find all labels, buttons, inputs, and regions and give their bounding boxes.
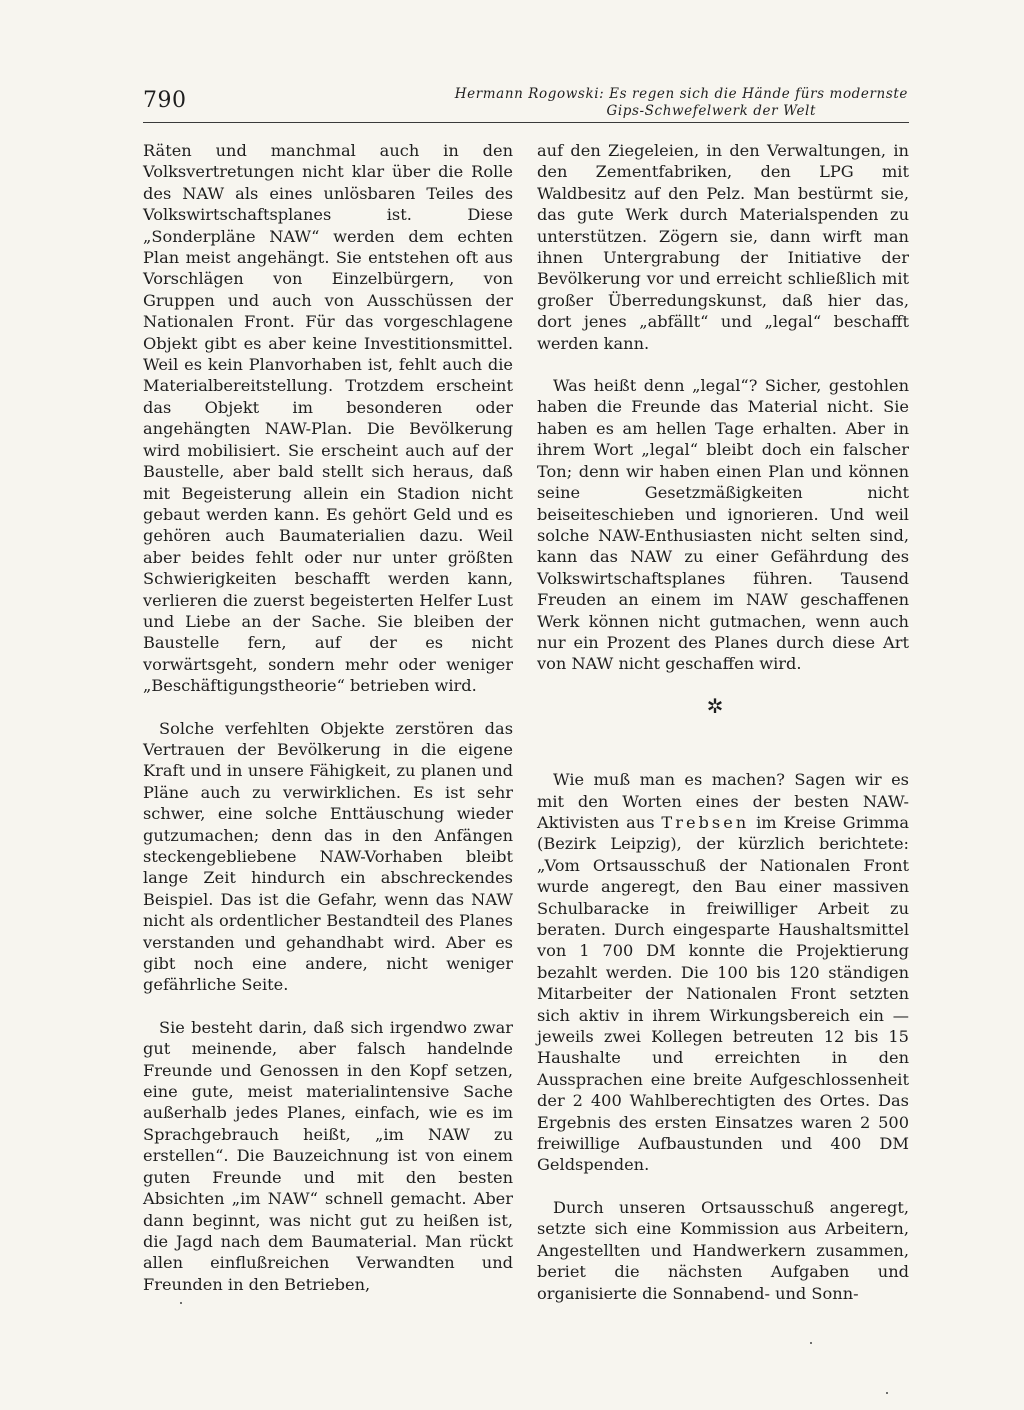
paragraph bbox=[537, 769, 909, 1176]
running-title bbox=[388, 86, 908, 120]
left-column bbox=[143, 140, 513, 1316]
place-name-spaced: Trebsen bbox=[661, 812, 750, 832]
running-title-line-2: Gips-Schwefelwerk der Welt bbox=[606, 103, 816, 119]
scan-speck bbox=[886, 1392, 888, 1394]
paragraph-text: Wie muß man es machen? Sagen wir es mit den Worten eines der besten NAW-Aktivisten aus bbox=[537, 770, 909, 832]
paragraph-text: im Kreise Grimma (Bezirk Leipzig), der kürzlich berichtete: „Vom Ortsausschuß der Nationalen Front wurde angeregt, den Bau einer massiven Schulbaracke in freiwilliger Arbeit zu beraten. Durch eingesparte Haushaltsmittel von 1 700 DM konnte die Projektierung bezahlt werden. Die 100 bis 120 ständigen Mitarbeiter der Nationalen Front setzten sich aktiv in ihrem Wirkungsbereich ein — jeweils zwei Kollegen betreuten 12 bis 15 Haushalte und erreichten in den Aussprachen eine breite Aufgeschlossenheit der 2 400 Wahlberechtigten des Ortes. Das Ergebnis des ersten Einsatzes waren 2 500 freiwillige Aufbaustunden und 400 DM Geldspenden. bbox=[537, 812, 909, 1175]
star-icon: ✲ bbox=[706, 693, 724, 718]
right-column bbox=[537, 140, 909, 1325]
header-rule bbox=[143, 122, 909, 123]
page-number: 790 bbox=[143, 88, 187, 113]
scan-speck bbox=[810, 1342, 812, 1344]
paragraph: Durch unseren Ortsausschuß angeregt, setzte sich eine Kommission aus Arbeitern, Angestellten und Handwerkern zusammen, beriet die nächsten Aufgaben und organisierte die Sonnabend- und Sonn- bbox=[537, 1197, 909, 1303]
paragraph: Räten und manchmal auch in den Volksvertretungen nicht klar über die Rolle des NAW als eines unlösbaren Teiles des Volkswirtschaftsplanes ist. Diese „Sonderpläne NAW“ werden dem echten Plan meist angehängt. Sie entstehen oft aus Vorschlägen von Einzelbürgern, von Gruppen und auch von Ausschüssen der Nationalen Front. Für das vorgeschlagene Objekt gibt es aber keine Investitionsmittel. Weil es kein Planvorhaben ist, fehlt auch die Materialbereitstellung. Trotzdem erscheint das Objekt im besonderen oder angehängten NAW-Plan. Die Bevölkerung wird mobilisiert. Sie erscheint auch auf der Baustelle, aber bald stellt sich heraus, daß mit Begeisterung allein ein Stadion nicht gebaut werden kann. Es gehört Geld und es gehören auch Baumaterialien dazu. Weil aber beides fehlt oder nur unter größten Schwierigkeiten beschafft werden kann, verlieren die zuerst begeisterten Helfer Lust und Liebe an der Sache. Sie bleiben der Baustelle fern, auf der es nicht vorwärtsgeht, sondern mehr oder weniger „Beschäftigungstheorie“ betrieben wird. bbox=[143, 141, 513, 696]
paragraph: Was heißt denn „legal“? Sicher, gestohlen haben die Freunde das Material nicht. Sie haben es am hellen Tage erhalten. Aber in ihrem Wort „legal“ bleibt doch ein falscher Ton; denn wir haben einen Plan und können seine Gesetzmäßigkeiten nicht beiseiteschieben und ignorieren. Und weil solche NAW-Enthusiasten nicht selten sind, kann das NAW zu einer Gefährdung des Volkswirtschaftsplanes führen. Tausend Freuden an einem im NAW geschaffenen Werk können nicht gutmachen, wenn auch nur ein Prozent des Planes durch diese Art von NAW nicht geschaffen wird. bbox=[537, 376, 909, 674]
paragraph: Solche verfehlten Objekte zerstören das Vertrauen der Bevölkerung in die eigene Kraft und in unsere Fähigkeit, zu planen und Pläne auch zu verwirklichen. Es ist sehr schwer, eine solche Enttäuschung wieder gutzumachen; denn das in den Anfängen steckengebliebene NAW-Vorhaben bleibt lange Zeit hindurch ein abschreckendes Beispiel. Das ist die Gefahr, wenn das NAW nicht als ordentlicher Bestandteil des Planes verstanden und gehandhabt wird. Aber es gibt noch eine andere, nicht weniger gefährliche Seite. bbox=[143, 718, 513, 995]
scan-speck bbox=[180, 1302, 182, 1304]
paragraph: auf den Ziegeleien, in den Verwaltungen, in den Zementfabriken, den LPG mit Waldbesitz auf den Pelz. Man bestürmt sie, das gute Werk durch Materialspenden zu unterstützen. Zögern sie, dann wirft man ihnen Untergrabung der Initiative der Bevölkerung vor und erreicht schließlich mit großer Überredungskunst, daß hier das, dort jenes „abfällt“ und „legal“ beschafft werden kann. bbox=[537, 141, 909, 353]
paragraph: Sie besteht darin, daß sich irgendwo zwar gut meinende, aber falsch handelnde Freunde und Genossen in den Kopf setzen, eine gute, meist materialintensive Sache außerhalb jedes Planes, einfach, wie es im Sprachgebrauch heißt, „im NAW zu erstellen“. Die Bauzeichnung ist von einem guten Freunde und mit den besten Absichten „im NAW“ schnell gemacht. Aber dann beginnt, was nicht gut zu heißen ist, die Jagd nach dem Baumaterial. Man rückt allen einflußreichen Verwandten und Freunden in den Betrieben, bbox=[143, 1017, 513, 1294]
section-break bbox=[537, 693, 909, 718]
running-title-line-1: Hermann Rogowski: Es regen sich die Hände fürs modernste bbox=[454, 86, 908, 102]
